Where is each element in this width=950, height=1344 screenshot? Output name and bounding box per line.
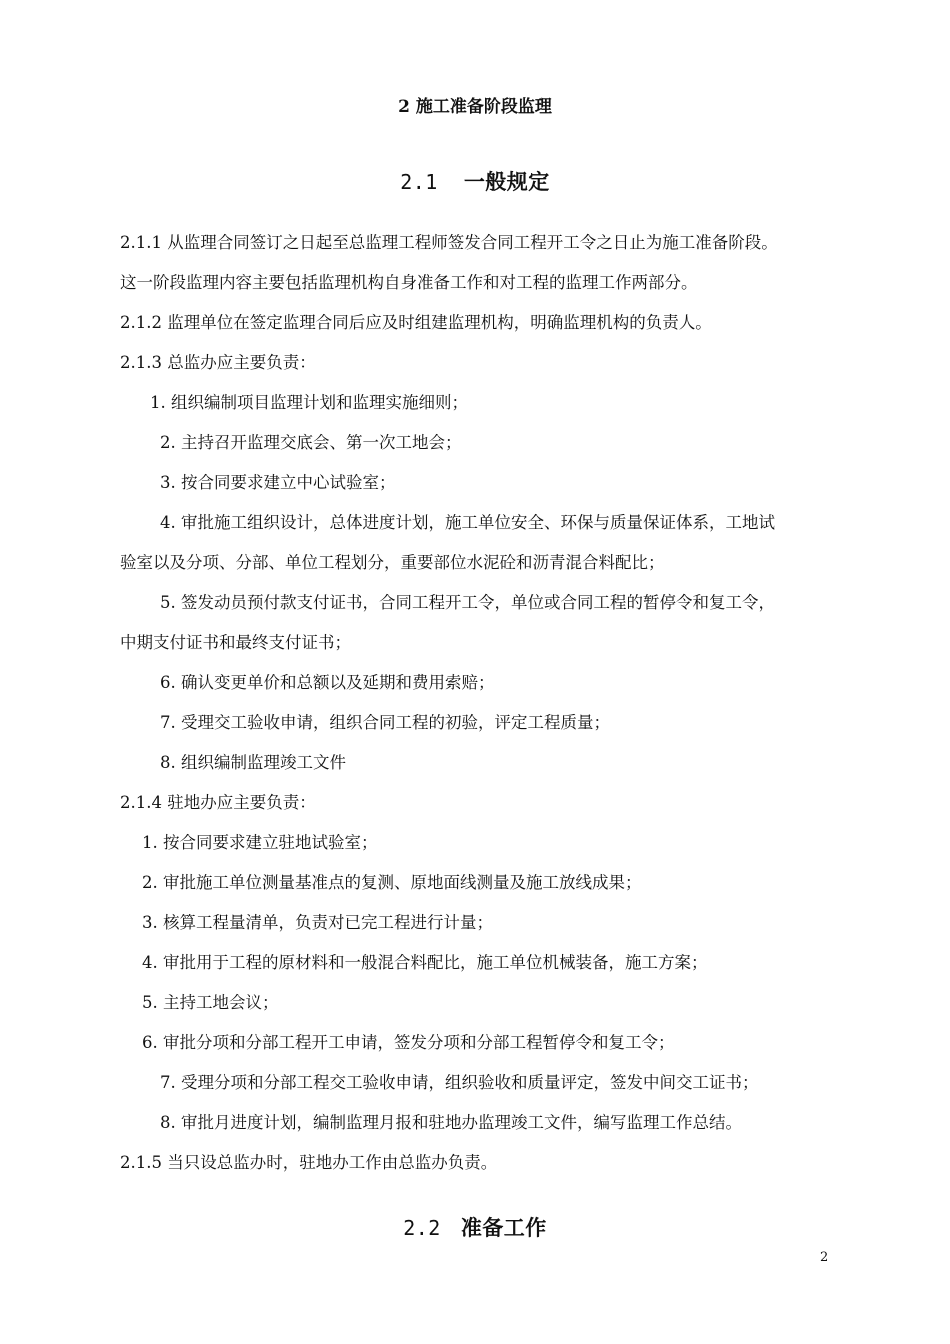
list-item: 6. 确认变更单价和总额以及延期和费用索赔； xyxy=(160,673,495,692)
list-item: 5. 主持工地会议； xyxy=(142,993,279,1012)
paragraph-line: 2.1.4 驻地办应主要负责： xyxy=(120,793,316,812)
section-title: 准备工作 xyxy=(460,1215,547,1240)
paragraph-line: 2.1.1 从监理合同签订之日起至总监理工程师签发合同工程开工令之日止为施工准备阶段。 xyxy=(120,233,778,252)
section-heading-2-1 xyxy=(0,166,950,196)
list-item: 1. 组织编制项目监理计划和监理实施细则； xyxy=(150,393,468,412)
list-item: 3. 按合同要求建立中心试验室； xyxy=(160,473,396,492)
paragraph-line: 2.1.5 当只设总监办时，驻地办工作由总监办负责。 xyxy=(120,1153,498,1172)
list-item: 4. 审批施工组织设计，总体进度计划，施工单位安全、环保与质量保证体系，工地试 xyxy=(160,513,775,532)
page-number: 2 xyxy=(820,1250,829,1265)
list-item: 7. 受理交工验收申请，组织合同工程的初验，评定工程质量； xyxy=(160,713,610,732)
list-item: 2. 主持召开监理交底会、第一次工地会； xyxy=(160,433,462,452)
list-item: 6. 审批分项和分部工程开工申请，签发分项和分部工程暂停令和复工令； xyxy=(142,1033,675,1052)
list-item: 2. 审批施工单位测量基准点的复测、原地面线测量及施工放线成果； xyxy=(142,873,642,892)
section-title: 一般规定 xyxy=(463,169,550,194)
paragraph-line: 2.1.2 监理单位在签定监理合同后应及时组建监理机构，明确监理机构的负责人。 xyxy=(120,313,712,332)
paragraph-line: 这一阶段监理内容主要包括监理机构自身准备工作和对工程的监理工作两部分。 xyxy=(120,273,698,292)
section-heading-2-2 xyxy=(0,1212,950,1242)
list-item: 7. 受理分项和分部工程交工验收申请，组织验收和质量评定，签发中间交工证书； xyxy=(160,1073,759,1092)
section-number: 2.2 xyxy=(403,1216,441,1240)
paragraph-line: 2.1.3 总监办应主要负责： xyxy=(120,353,316,372)
list-item: 4. 审批用于工程的原材料和一般混合料配比，施工单位机械装备，施工方案； xyxy=(142,953,708,972)
list-item: 1. 按合同要求建立驻地试验室； xyxy=(142,833,378,852)
list-item-continuation: 中期支付证书和最终支付证书； xyxy=(120,633,351,652)
list-item: 8. 审批月进度计划，编制监理月报和驻地办监理竣工文件，编写监理工作总结。 xyxy=(160,1113,742,1132)
section-number: 2.1 xyxy=(400,170,438,194)
chapter-title: 2 施工准备阶段监理 xyxy=(398,97,552,117)
list-item: 3. 核算工程量清单，负责对已完工程进行计量； xyxy=(142,913,493,932)
list-item: 5. 签发动员预付款支付证书，合同工程开工令，单位或合同工程的暂停令和复工令， xyxy=(160,593,775,612)
list-item: 8. 组织编制监理竣工文件 xyxy=(160,753,346,772)
list-item-continuation: 验室以及分项、分部、单位工程划分，重要部位水泥砼和沥青混合料配比； xyxy=(120,553,665,572)
